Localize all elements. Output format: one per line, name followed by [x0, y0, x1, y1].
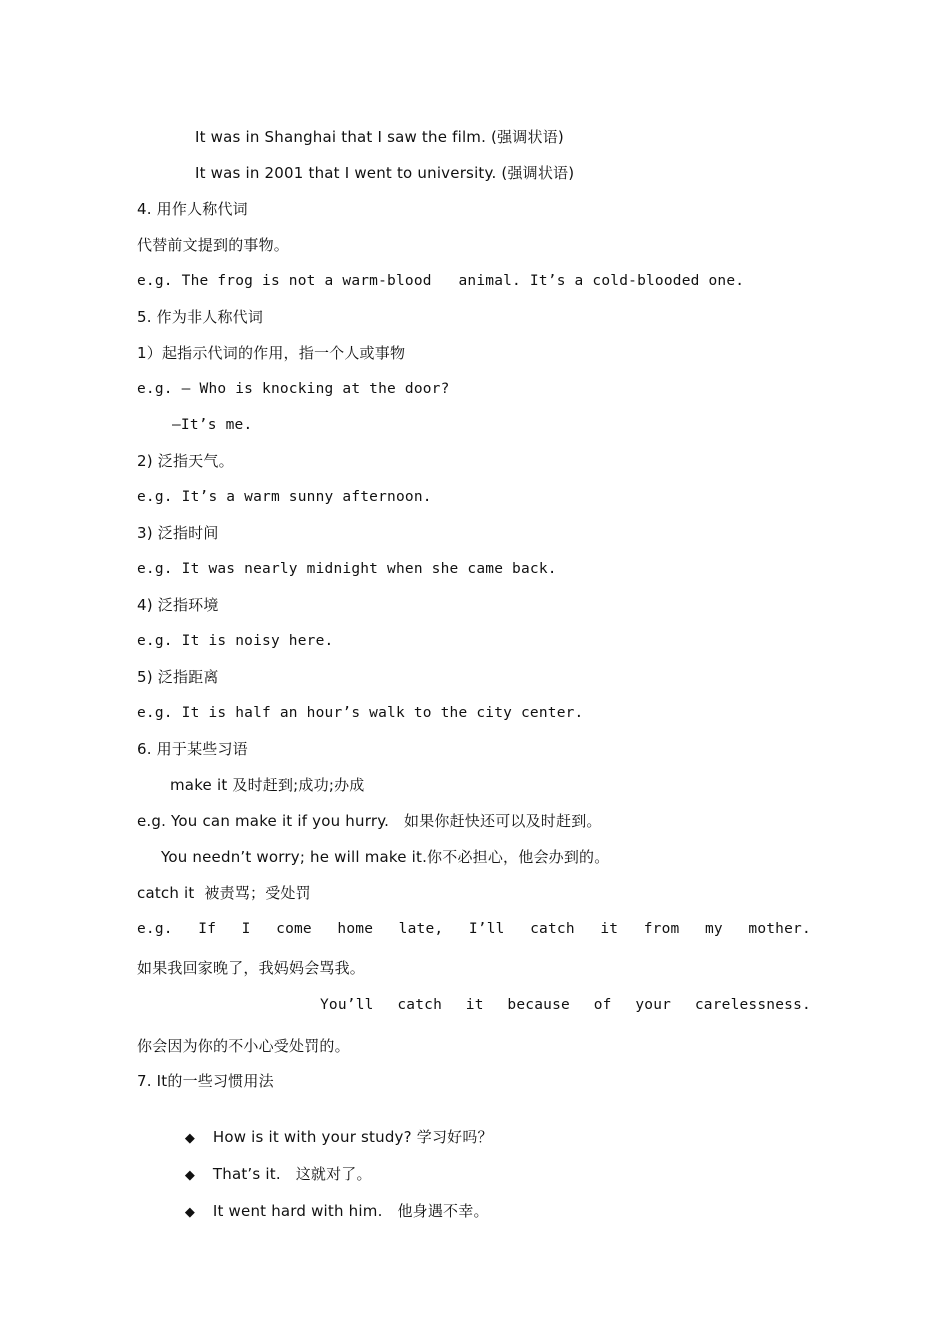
- bullet-text: How is it with your study? 学习好吗？: [212, 1128, 493, 1146]
- bullet-text: It went hard with him. 他身遇不幸。: [212, 1202, 489, 1220]
- word: it: [600, 921, 619, 937]
- word: come: [276, 921, 312, 937]
- translation-line: 如果我回家晚了，我妈妈会骂我。: [137, 959, 366, 977]
- section-heading: 7. It的一些习惯用法: [137, 1072, 274, 1090]
- word: If: [198, 921, 217, 937]
- example-line: e.g. — Who is knocking at the door?: [137, 381, 450, 397]
- example-line: e.g. The frog is not a warm-blood animal. It’s a cold-blooded one.: [137, 273, 745, 289]
- idiom-line: make it 及时赶到;成功;办成: [170, 776, 365, 794]
- word: your: [635, 997, 672, 1013]
- example-line: You needn’t worry; he will make it.你不必担心，他会办到的。: [161, 848, 610, 866]
- subsection-heading: 3) 泛指时间: [137, 524, 219, 542]
- word: because: [507, 997, 570, 1013]
- word: from: [643, 921, 680, 937]
- example-line: —It’s me.: [172, 417, 253, 433]
- justified-example-line: [320, 995, 811, 1015]
- section-heading: 5. 作为非人称代词: [137, 308, 264, 326]
- word: I’ll: [468, 921, 505, 937]
- example-line: e.g. It’s a warm sunny afternoon.: [137, 489, 432, 505]
- section-heading: 6. 用于某些习语: [137, 740, 248, 758]
- word: catch: [530, 921, 575, 937]
- translation-line: 你会因为你的不小心受处罚的。: [137, 1037, 350, 1055]
- subsection-heading: 5) 泛指距离: [137, 668, 219, 686]
- example-line: e.g. It was nearly midnight when she came back.: [137, 561, 557, 577]
- example-line: It was in 2001 that I went to university. (强调状语): [195, 164, 575, 182]
- section-description: 代替前文提到的事物。: [137, 236, 290, 254]
- word: e.g.: [137, 921, 173, 937]
- word: of: [593, 997, 612, 1013]
- example-line: e.g. You can make it if you hurry. 如果你赶快还可以及时赶到。: [137, 812, 602, 830]
- idiom-line: catch it 被责骂；受处罚: [137, 884, 311, 902]
- example-line: It was in Shanghai that I saw the film. (强调状语): [195, 128, 564, 146]
- word: my: [704, 921, 723, 937]
- word: I: [241, 921, 251, 937]
- word: You’ll: [320, 997, 374, 1013]
- subsection-heading: 2) 泛指天气。: [137, 452, 234, 470]
- word: mother.: [748, 921, 811, 937]
- word: home: [337, 921, 374, 937]
- example-line: e.g. It is noisy here.: [137, 633, 334, 649]
- word: carelessness.: [694, 997, 811, 1013]
- section-heading: 4. 用作人称代词: [137, 200, 248, 218]
- diamond-bullet-icon: ◆: [184, 1131, 196, 1146]
- word: it: [465, 997, 484, 1013]
- subsection-heading: 1）起指示代词的作用，指一个人或事物: [137, 344, 406, 362]
- subsection-heading: 4) 泛指环境: [137, 596, 219, 614]
- justified-example-line: [137, 919, 811, 939]
- word: late,: [398, 921, 444, 937]
- bullet-item: [165, 1181, 489, 1243]
- diamond-bullet-icon: ◆: [184, 1205, 196, 1220]
- example-line: e.g. It is half an hour’s walk to the city center.: [137, 705, 584, 721]
- word: catch: [397, 997, 443, 1013]
- bullet-text: That’s it. 这就对了。: [212, 1165, 372, 1183]
- diamond-bullet-icon: ◆: [184, 1168, 196, 1183]
